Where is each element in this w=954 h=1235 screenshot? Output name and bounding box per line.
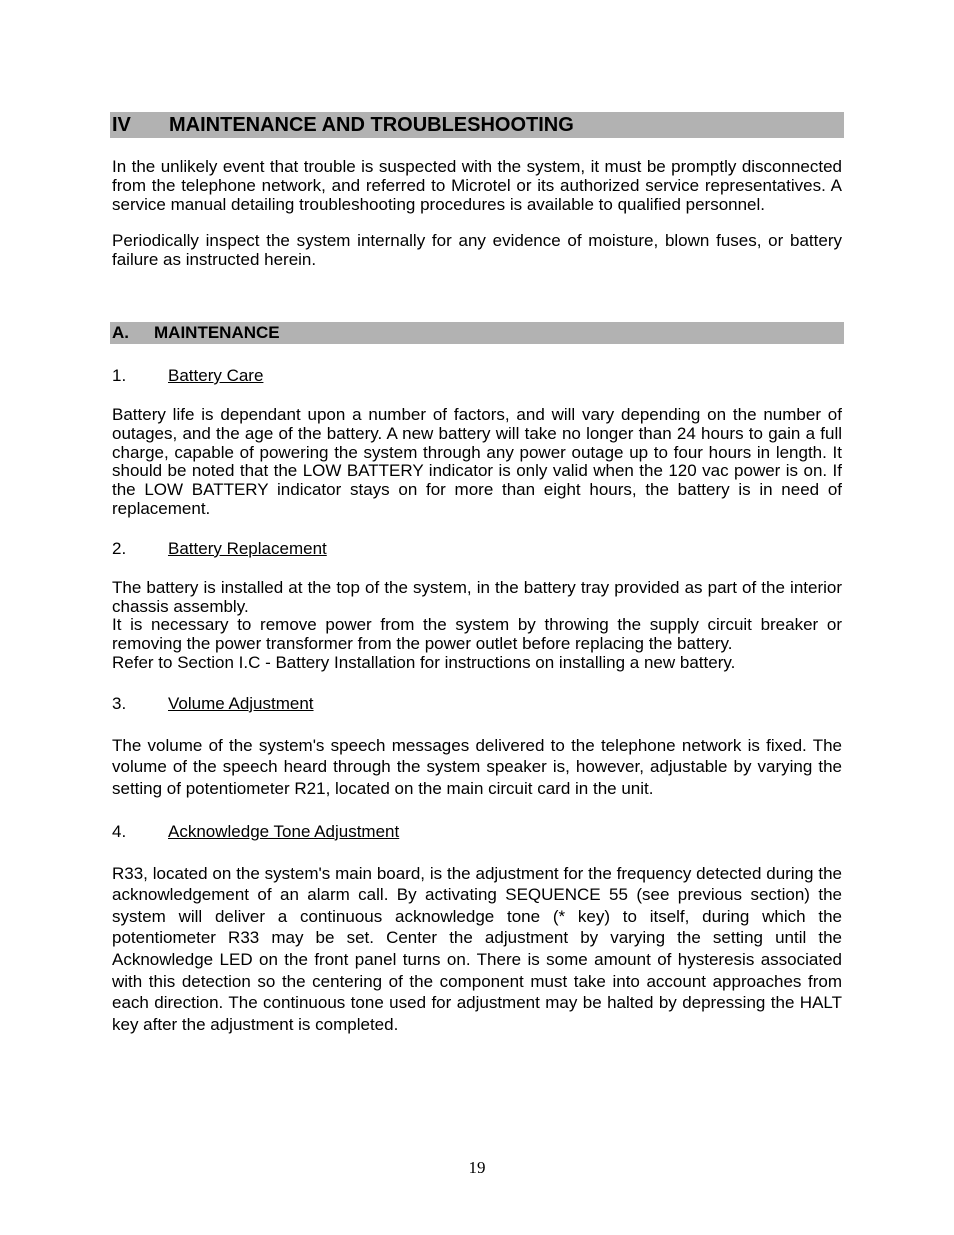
item-heading <box>112 366 844 386</box>
item-heading <box>112 694 844 714</box>
item-heading <box>112 822 844 842</box>
item-heading <box>112 539 844 559</box>
item-title: Battery Care <box>168 365 264 385</box>
item-paragraph: R33, located on the system's main board, is the adjustment for the frequency detected during the acknowledgement of an alarm call. By activating SEQUENCE 55 (see previous section) the system will deliver a continuous acknowledge tone (* key) to itself, during which the potentiometer R33 may be set. Center the adjustment by varying the setting until the Acknowledge LED on the front panel turns on. There is some amount of hysteresis associated with this detection so the centering of the component must take into account approaches from each direction. The continuous tone used for adjustment may be halted by depressing the HALT key after the adjustment is completed. <box>112 863 842 1034</box>
item-title: Battery Replacement <box>168 538 327 558</box>
item-number: 2. <box>112 538 127 558</box>
item-number: 4. <box>112 821 127 841</box>
item-paragraph: It is necessary to remove power from the system by throwing the supply circuit breaker or removing the power transformer from the power outlet before replacing the battery. <box>112 615 842 654</box>
item-paragraph: The volume of the system's speech messages delivered to the telephone network is fixed. The volume of the speech heard through the system speaker is, however, adjustable by varying the setting of potentiometer R21, located on the main circuit card in the unit. <box>112 735 842 798</box>
item-title: Acknowledge Tone Adjustment <box>168 821 400 841</box>
item-paragraph: The battery is installed at the top of the system, in the battery tray provided as part of the interior chassis assembly. <box>112 577 842 616</box>
subsection-title: MAINTENANCE <box>154 322 280 342</box>
intro-paragraph: In the unlikely event that trouble is suspected with the system, it must be promptly disconnected from the telephone network, and referred to Microtel or its authorized service representatives. A service manual detailing troubleshooting procedures is available to qualified personnel. <box>112 157 842 214</box>
subsection-heading <box>110 322 844 344</box>
item-paragraph: Refer to Section I.C - Battery Installation for instructions on installing a new battery. <box>112 652 736 672</box>
item-title: Volume Adjustment <box>168 693 314 713</box>
item-number: 3. <box>112 693 127 713</box>
subsection-number: A. <box>112 322 129 342</box>
intro-paragraph: Periodically inspect the system internally for any evidence of moisture, blown fuses, or battery failure as instructed herein. <box>112 231 842 270</box>
item-number: 1. <box>112 365 127 385</box>
document-page <box>110 112 844 1035</box>
section-title: MAINTENANCE AND TROUBLESHOOTING <box>169 113 574 136</box>
page-number: 19 <box>468 1158 486 1177</box>
section-heading <box>110 112 844 138</box>
section-number: IV <box>112 113 131 136</box>
item-paragraph: Battery life is dependant upon a number of factors, and will vary depending on the number of outages, and the age of the battery. A new battery will take no longer than 24 hours to gain a full charge, capable of powering the system through any power outage up to four hours in length. It should be noted that the LOW BATTERY indicator is only valid when the 120 vac power is on. If the LOW BATTERY indicator stays on for more than eight hours, the battery is in need of replacement. <box>112 404 842 518</box>
